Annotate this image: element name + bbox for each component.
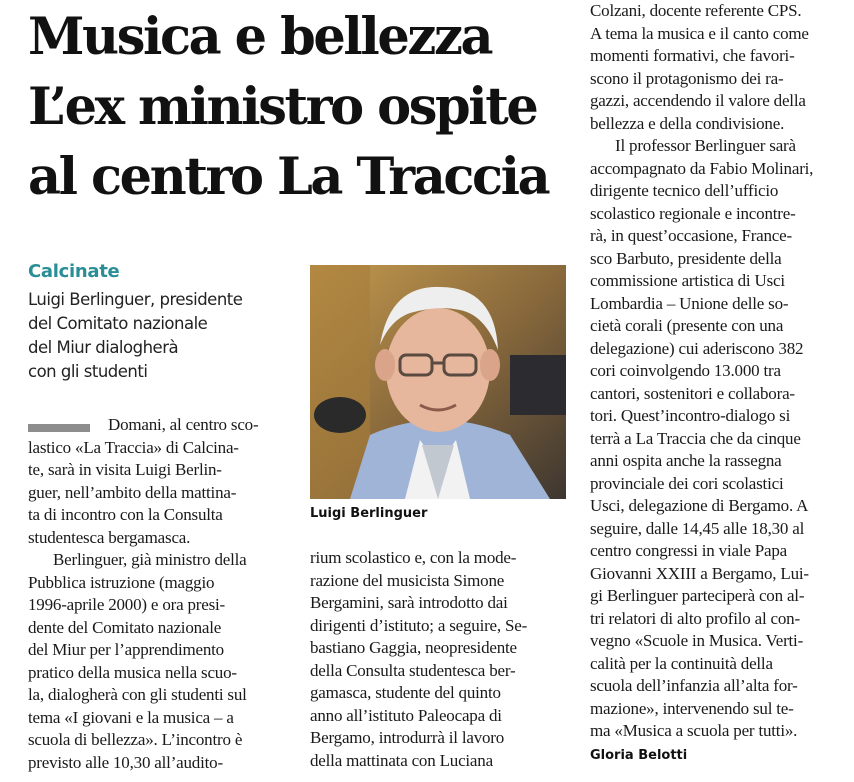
text-line: momenti formativi, che favori- <box>590 46 795 65</box>
text-line: dirigente tecnico dell’ufficio <box>590 181 779 200</box>
headline-line: L’ex ministro ospite <box>28 77 537 137</box>
summary-line: del Miur dialogherà <box>28 338 179 357</box>
text-line: tori. Quest’incontro-dialogo si <box>590 406 791 425</box>
text-line: accompagnato da Fabio Molinari, <box>590 158 814 178</box>
text-line: anno all’istituto Paleocapa di <box>310 705 502 725</box>
headline-line: Musica e bellezza <box>28 7 492 67</box>
text-line: razione del musicista Simone <box>310 570 505 590</box>
summary-line: con gli studenti <box>28 362 148 381</box>
summary <box>28 288 288 384</box>
text-line: del Miur per l’apprendimento <box>28 640 224 659</box>
article-column-3 <box>590 0 846 743</box>
text-line: ta di incontro con la Consulta <box>28 505 223 524</box>
text-line: terrà a La Traccia che da cinque <box>590 428 801 448</box>
text-line: 1996-aprile 2000) e ora presi- <box>28 595 225 614</box>
text-line: cori coinvolgendo 13.000 tra <box>590 361 781 380</box>
text-line: mazione», intervenendo sul te- <box>590 698 794 718</box>
photo-caption: Luigi Berlinguer <box>310 506 428 521</box>
headline-line: al centro La Traccia <box>28 147 549 207</box>
text-line: delegazione) cui aderiscono 382 <box>590 338 804 358</box>
text-line: Lombardia – Unione delle so- <box>590 293 789 313</box>
article-column-1 <box>28 414 290 774</box>
location-kicker: Calcinate <box>28 261 120 282</box>
text-line: cietà corali (presente con una <box>590 316 784 335</box>
text-line: anni ospita anche la rassegna <box>590 451 782 470</box>
text-line: previsto alle 10,30 all’audito- <box>28 752 223 772</box>
text-line: bellezza e della condivisione. <box>590 113 785 133</box>
text-line: Il professor Berlinguer sarà <box>615 136 796 155</box>
text-line: lastico «La Traccia» di Calcina- <box>28 437 239 457</box>
portrait-illustration <box>310 265 566 499</box>
article-column-2 <box>310 547 568 772</box>
text-line: gazzi, accendendo il valore della <box>590 91 806 110</box>
text-line: te, sarà in visita Luigi Berlin- <box>28 460 222 479</box>
text-line: seguire, dalle 14,45 alle 18,30 al <box>590 518 805 538</box>
text-line: centro congressi in viale Papa <box>590 541 787 560</box>
text-line: provinciale dei cori scolastici <box>590 473 784 493</box>
text-line: rà, in quest’occasione, France- <box>590 226 792 245</box>
text-line: scuola di bellezza». L’incontro è <box>28 730 243 749</box>
text-line: ma «Musica a scuola per tutti». <box>590 721 798 740</box>
text-line: cantori, sostenitori e collabora- <box>590 383 795 403</box>
text-line: gamasca, studente del quinto <box>310 683 501 702</box>
text-line: Pubblica istruzione (maggio <box>28 572 215 592</box>
text-line: pratico della musica nella scuo- <box>28 662 237 682</box>
text-line: sco Barbuto, presidente della <box>590 248 782 268</box>
text-line: calità per la continuità della <box>590 653 773 673</box>
text-line: dente del Comitato nazionale <box>28 617 222 637</box>
text-line: scolastico regionale e incontre- <box>590 203 796 223</box>
text-line: gi Berlinguer parteciperà con al- <box>590 586 805 605</box>
text-line: della mattinata con Luciana <box>310 750 493 770</box>
text-line: vegno «Scuole in Musica. Verti- <box>590 631 804 650</box>
summary-line: del Comitato nazionale <box>28 314 208 333</box>
text-line: tema «I giovani e la musica – a <box>28 707 234 727</box>
text-line: la, dialogherà con gli studenti sul <box>28 685 247 704</box>
text-line: Giovanni XXIII a Bergamo, Lui- <box>590 563 809 583</box>
text-line: Bergamini, sarà introdotto dai <box>310 593 508 612</box>
text-line: Usci, delegazione di Bergamo. A <box>590 496 809 515</box>
text-line: scono il protagonismo dei ra- <box>590 68 784 88</box>
summary-line: Luigi Berlinguer, presidente <box>28 290 243 309</box>
author-byline: Gloria Belotti <box>590 748 688 763</box>
text-line: guer, nell’ambito della mattina- <box>28 482 237 502</box>
text-line: dirigenti d’istituto; a seguire, Se- <box>310 615 528 635</box>
text-line: commissione artistica di Usci <box>590 271 785 290</box>
portrait-photo <box>310 265 566 499</box>
text-line: bastiano Gaggia, neopresidente <box>310 638 517 657</box>
text-line: tri relatori di alto profilo al con- <box>590 608 800 628</box>
text-line: studentesca bergamasca. <box>28 527 191 547</box>
text-line: rium scolastico e, con la mode- <box>310 548 517 567</box>
text-line: Bergamo, introdurrà il lavoro <box>310 728 505 747</box>
text-line: A tema la musica e il canto come <box>590 23 809 43</box>
text-line: Colzani, docente referente CPS. <box>590 1 802 20</box>
text-line: Berlinguer, già ministro della <box>53 550 247 569</box>
headline <box>28 2 588 212</box>
text-line: scuola dell’infanzia all’alta for- <box>590 676 798 695</box>
text-line: della Consulta studentesca ber- <box>310 660 516 680</box>
text-line: Domani, al centro sco- <box>108 415 259 434</box>
